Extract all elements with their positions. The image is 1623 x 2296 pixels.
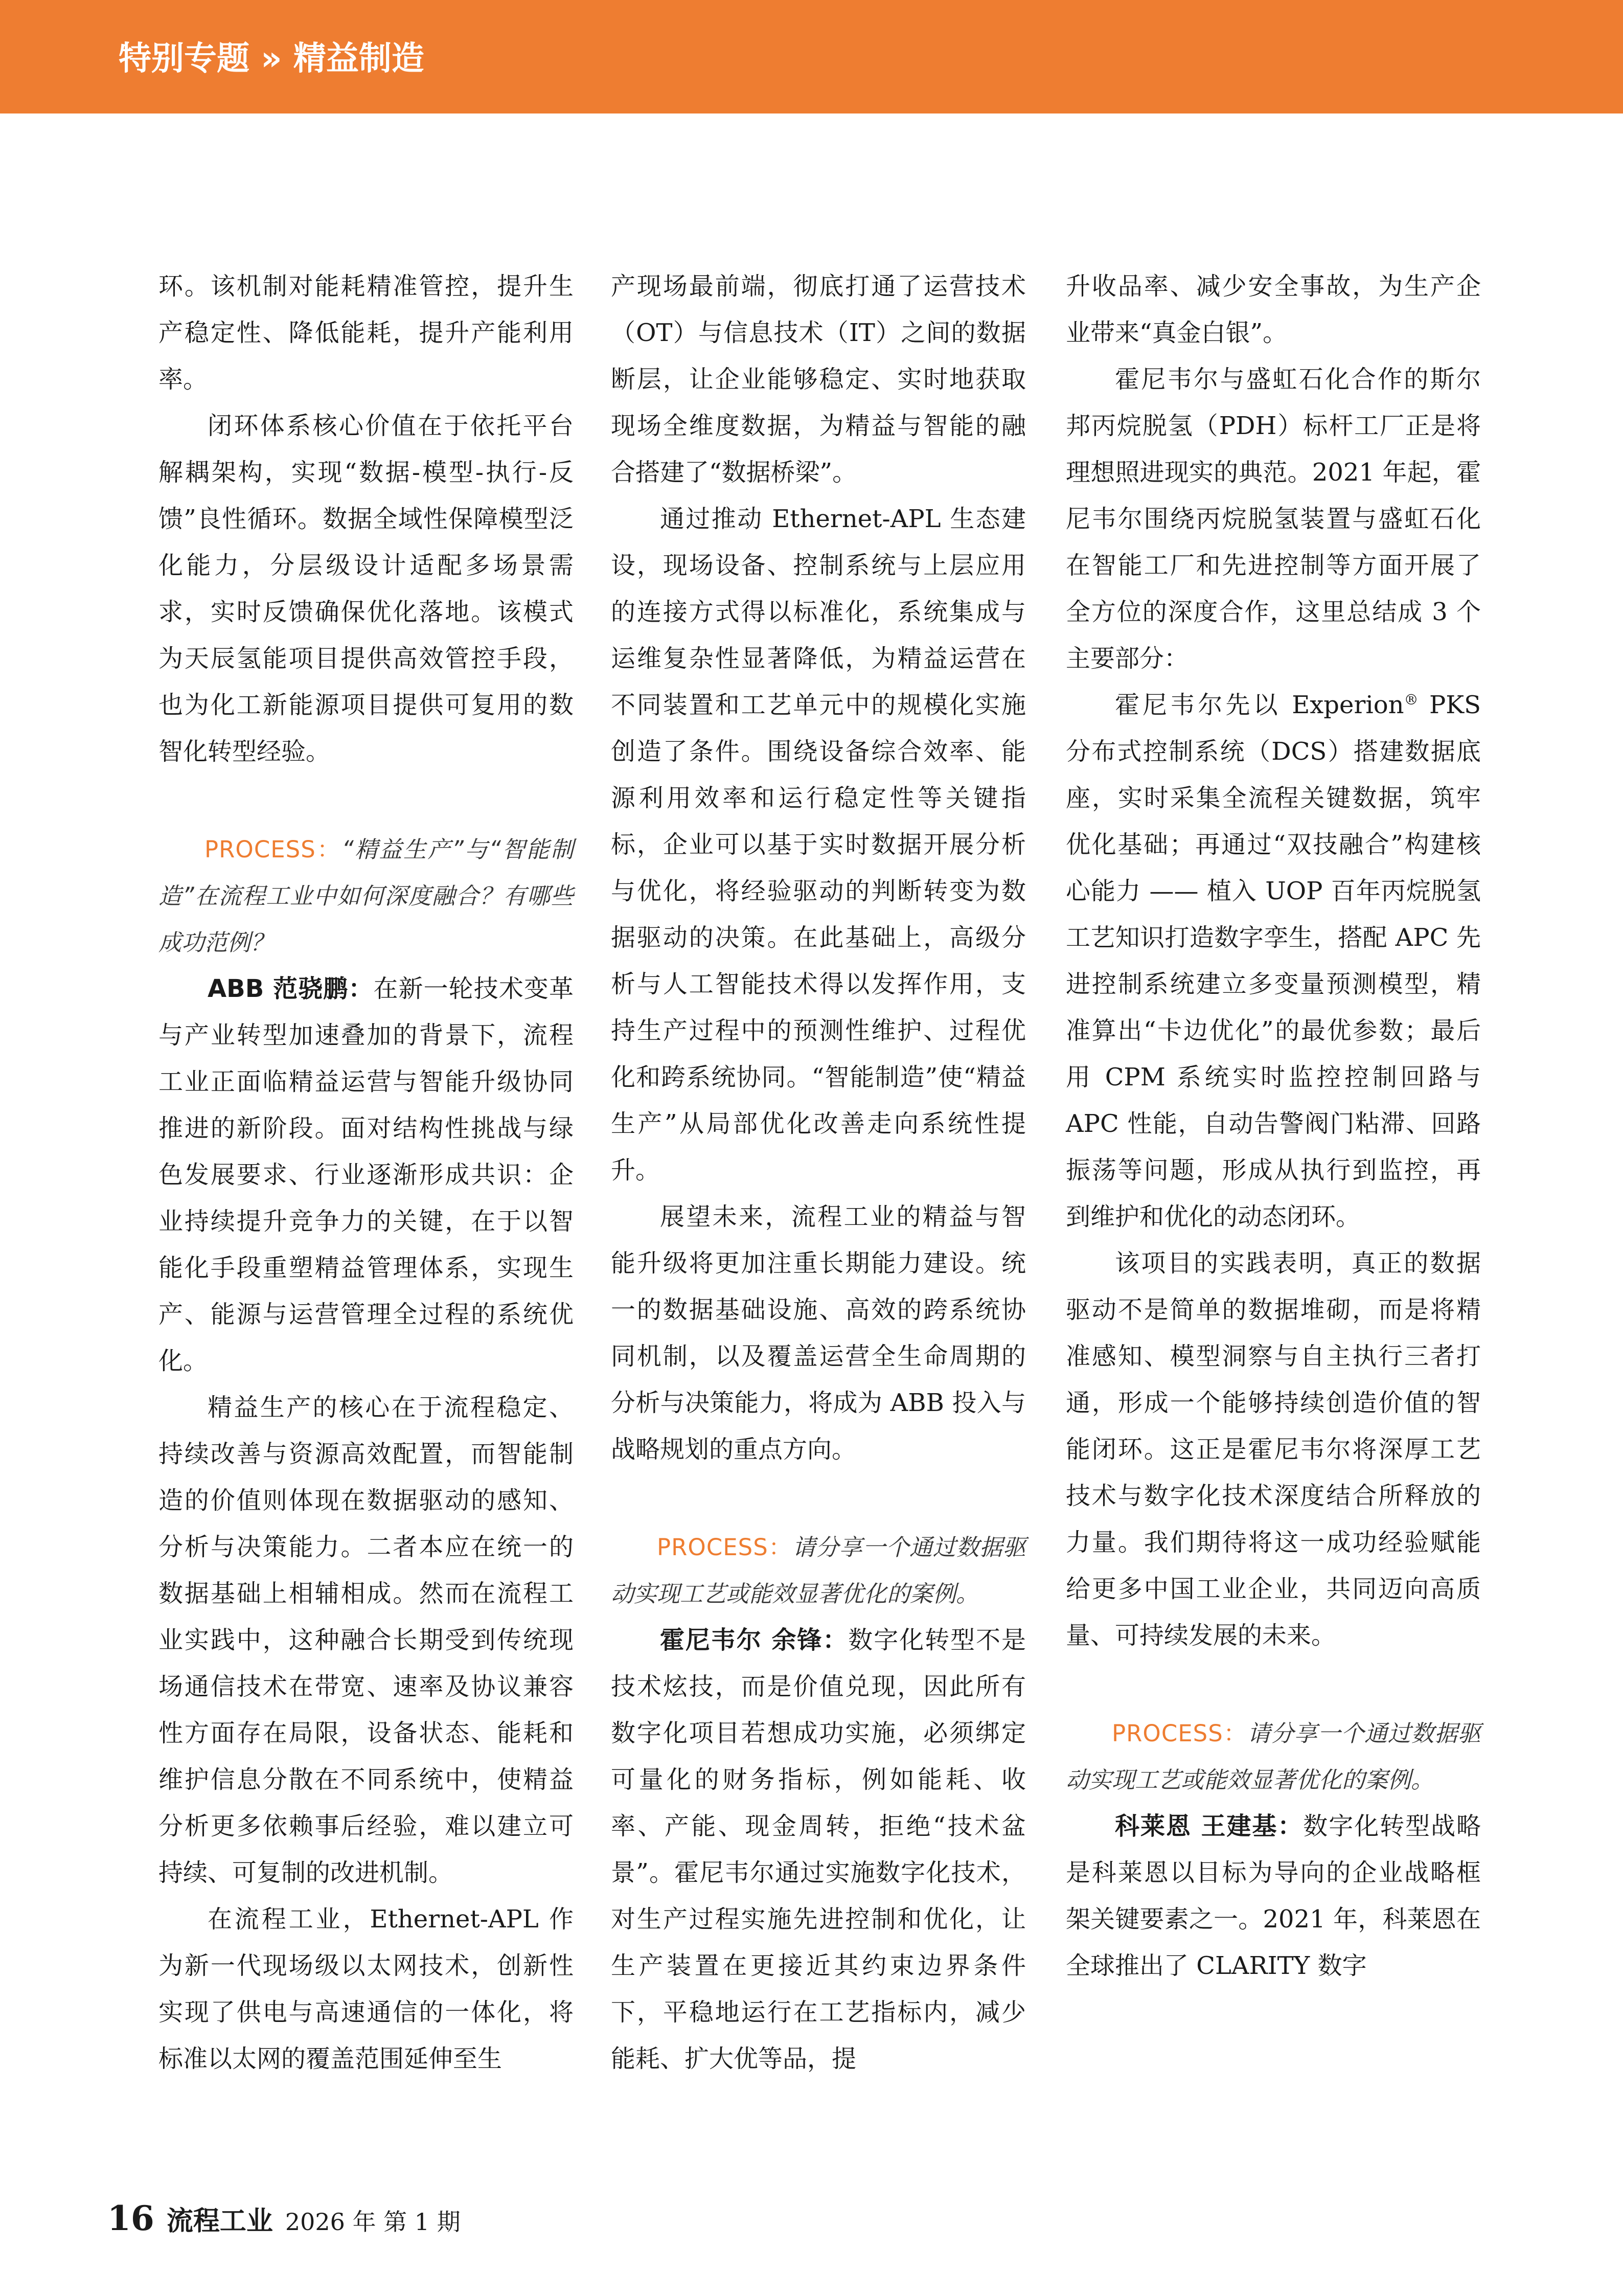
speaker-name: 科莱恩 王建基： (1115, 1812, 1304, 1840)
interview-question (158, 826, 574, 966)
paragraph: 闭环体系核心价值在于依托平台解耦架构，实现“数据-模型-执行-反馈”良性循环。数据全域性保障模型泛化能力，分层级设计适配多场景需求，实时反馈确保优化落地。该模式为天辰氢能项目提供高效管控手段，也为化工新能源项目提供可复用的数智化转型经验。 (158, 412, 574, 766)
issue-label: 2026 年 第 1 期 (285, 2208, 461, 2236)
answer-paragraph (158, 966, 574, 1384)
page-footer (107, 2198, 461, 2238)
question-tag: PROCESS： (1112, 1720, 1248, 1747)
question-tag: PROCESS： (657, 1534, 793, 1561)
answer-paragraph (611, 1617, 1026, 2082)
answer-paragraph (1066, 1803, 1481, 1989)
header-bar (0, 0, 1623, 113)
paragraph: 霍尼韦尔与盛虹石化合作的斯尔邦丙烷脱氢（PDH）标杆工厂正是将理想照进现实的典范。2021 年起，霍尼韦尔围绕丙烷脱氢装置与盛虹石化在智能工厂和先进控制等方面开展了全方位的深度合作，这里总结成 3 个主要部分： (1066, 365, 1481, 673)
magazine-name: 流程工业 (166, 2206, 273, 2237)
question-text: 请分享一个通过数据驱动实现工艺或能效显著优化的案例。 (611, 1534, 1026, 1607)
paragraph: 产现场最前端，彻底打通了运营技术（OT）与信息技术（IT）之间的数据断层，让企业能够稳定、实时地获取现场全维度数据，为精益与智能的融合搭建了“数据桥梁”。 (611, 272, 1026, 487)
paragraph: 展望未来，流程工业的精益与智能升级将更加注重长期能力建设。统一的数据基础设施、高效的跨系统协同机制，以及覆盖运营全生命周期的分析与决策能力，将成为 ABB 投入与战略规划的重点方向。 (611, 1202, 1026, 1464)
paragraph: 环。该机制对能耗精准管控，提升生产稳定性、降低能耗，提升产能利用率。 (158, 272, 574, 394)
paragraph: 该项目的实践表明，真正的数据驱动不是简单的数据堆砌，而是将精准感知、模型洞察与自主执行三者打通，形成一个能够持续创造价值的智能闭环。这正是霍尼韦尔将深厚工艺技术与数字化技术深度结合所释放的力量。我们期待将这一成功经验赋能给更多中国工业企业，共同迈向高质量、可持续发展的未来。 (1066, 1249, 1481, 1650)
paragraph: 通过推动 Ethernet-APL 生态建设，现场设备、控制系统与上层应用的连接方式得以标准化，系统集成与运维复杂性显著降低，为精益运营在不同装置和工艺单元中的规模化实施创造了条件。围绕设备综合效率、能源利用效率和运行稳定性等关键指标，企业可以基于实时数据开展分析与优化，将经验驱动的判断转变为数据驱动的决策。在此基础上，高级分析与人工智能技术得以发挥作用，支持生产过程中的预测性维护、过程优化和跨系统协同。“智能制造”使“精益生产”从局部优化改善走向系统性提升。 (611, 505, 1026, 1185)
answer-text: 数字化转型不是技术炫技，而是价值兑现，因此所有数字化项目若想成功实施，必须绑定可量化的财务指标，例如能耗、收率、产能、现金周转，拒绝“技术盆景”。霍尼韦尔通过实施数字化技术，对生产过程实施先进控制和优化，让生产装置在更接近其约束边界条件下，平稳地运行在工艺指标内，减少能耗、扩大优等品，提 (611, 1626, 1026, 2073)
interview-question (611, 1524, 1026, 1617)
paragraph (1066, 682, 1481, 1240)
registered-mark: ® (1404, 691, 1419, 708)
page-number: 16 (107, 2198, 154, 2238)
speaker-name: 霍尼韦尔 余锋： (660, 1626, 849, 1654)
article-column-3 (1066, 263, 1481, 1989)
question-tag: PROCESS： (204, 836, 342, 863)
interview-question (1066, 1710, 1481, 1803)
paragraph-text: 霍尼韦尔先以 Experion (1115, 691, 1404, 719)
paragraph: 精益生产的核心在于流程稳定、持续改善与资源高效配置，而智能制造的价值则体现在数据驱动的感知、分析与决策能力。二者本应在统一的数据基础上相辅相成。然而在流程工业实践中，这种融合长期受到传统现场通信技术在带宽、速率及协议兼容性方面存在局限，设备状态、能耗和维护信息分散在不同系统中，使精益分析更多依赖事后经验，难以建立可持续、可复制的改进机制。 (158, 1393, 574, 1887)
speaker-name: ABB 范骁鹏： (208, 974, 374, 1003)
paragraph: 升收品率、减少安全事故，为生产企业带来“真金白银”。 (1066, 272, 1481, 347)
article-column-1 (158, 263, 574, 2082)
paragraph: 在流程工业，Ethernet-APL 作为新一代现场级以太网技术，创新性实现了供电与高速通信的一体化，将标准以太网的覆盖范围延伸至生 (158, 1905, 574, 2073)
section-title: 特别专题 » 精益制造 (119, 40, 424, 78)
answer-text: 在新一轮技术变革与产业转型加速叠加的背景下，流程工业正面临精益运营与智能升级协同推进的新阶段。面对结构性挑战与绿色发展要求、行业逐渐形成共识：企业持续提升竞争力的关键，在于以智能化手段重塑精益管理体系，实现生产、能源与运营管理全过程的系统优化。 (158, 974, 574, 1375)
article-column-2 (611, 263, 1026, 2082)
paragraph-text: PKS 分布式控制系统（DCS）搭建数据底座，实时采集全流程关键数据，筑牢优化基础；再通过“双技融合”构建核心能力 —— 植入 UOP 百年丙烷脱氢工艺知识打造数字孪生，搭配 APC 先进控制系统建立多变量预测模型，精准算出“卡边优化”的最优参数；最后用 CPM 系统实时监控控制回路与 APC 性能，自动告警阀门粘滞、回路振荡等问题，形成从执行到监控，再到维护和优化的动态闭环。 (1066, 691, 1481, 1231)
answer-text: 数字化转型战略是科莱恩以目标为导向的企业战略框架关键要素之一。2021 年，科莱恩在全球推出了 CLARITY 数字 (1066, 1812, 1481, 1980)
question-text: 请分享一个通过数据驱动实现工艺或能效显著优化的案例。 (1066, 1720, 1481, 1793)
question-text: “精益生产”与“智能制造”在流程工业中如何深度融合？有哪些成功范例？ (158, 836, 574, 956)
